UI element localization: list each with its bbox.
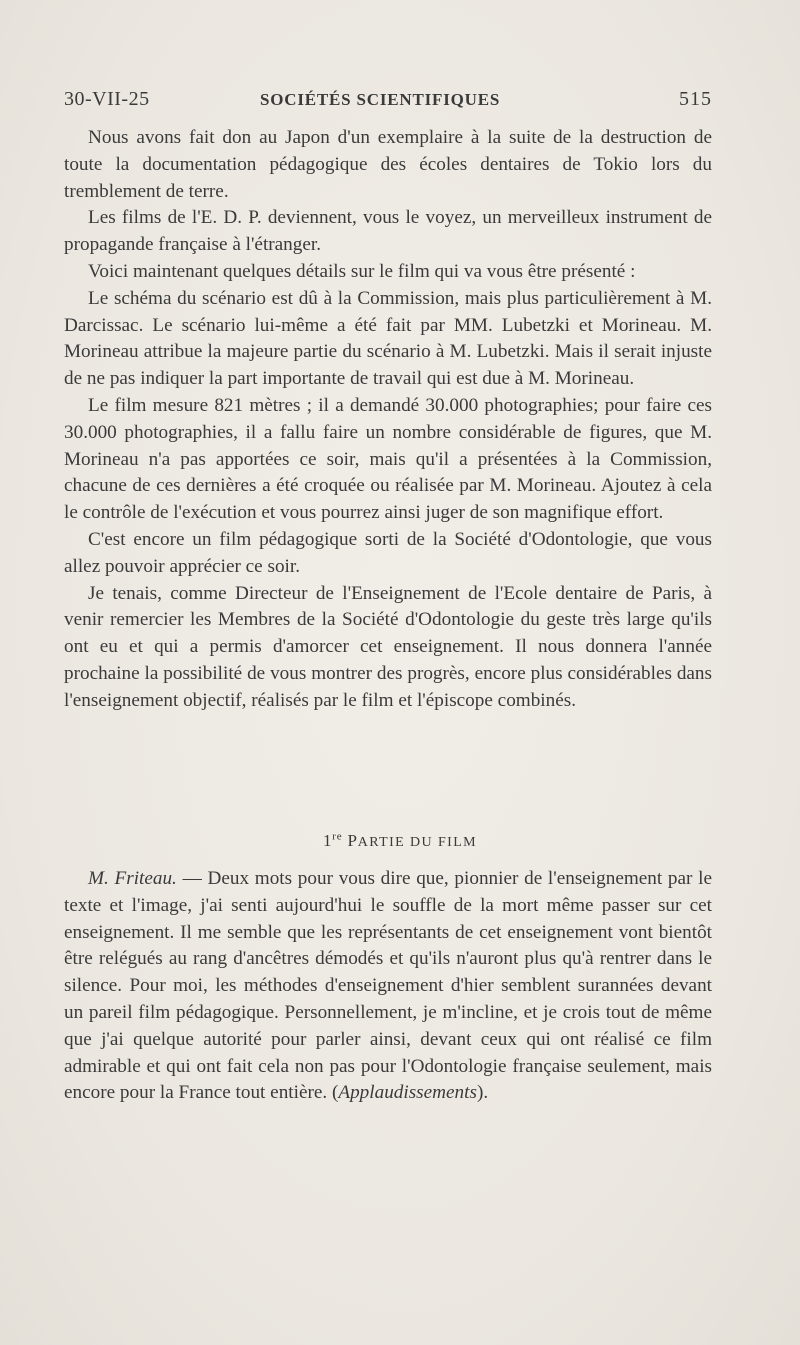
closing-punctuation: ).	[476, 1082, 489, 1104]
section-heading	[0, 831, 800, 851]
paragraph: Les films de l'E. D. P. deviennent, vous le voyez, un merveilleux instrument de propagande française à l'étranger.	[64, 207, 712, 256]
section-word-initial: P	[347, 831, 358, 850]
header-date: 30-VII-25	[64, 88, 150, 110]
section-number: 1	[322, 831, 333, 850]
paragraph: C'est encore un film pédagogique sorti de la Société d'Odontologie, que vous allez pouvoir apprécier ce soir.	[64, 528, 712, 577]
paragraph: Le schéma du scénario est dû à la Commission, mais plus particulièrement à M. Darcissac. Le scénario lui-même a été fait par MM. Lubetzki et Morineau. M. Morineau attribue la majeure partie du scénario à M. Lubetzki. Mais il serait injuste de ne pas indiquer la part importante de travail qui est due à M. Morineau.	[64, 287, 712, 390]
speech-text: — Deux mots pour vous dire que, pionnier de l'enseignement par le texte et l'image, j'ai senti aujourd'hui le souffle de la mort même passer sur cet enseignement. Il me semble que les représentants de cet enseignement vont bientôt être relégués au rang d'ancêtres démodés et qu'ils n'auront plus qu'à rentrer dans le silence. Pour moi, les méthodes d'enseignement d'hier semblent surannées devant un pareil film pédagogique. Personnellement, je m'incline, et je crois tout de même que j'ai quelque autorité pour parler ainsi, devant ceux qui ont réalisé ce film admirable et qui ont fait cela non pas pour l'Odontologie française seulement, mais encore pour la France tout entière. (	[64, 868, 712, 1104]
section-ordinal-suffix: re	[332, 830, 343, 843]
applause-note: Applaudissements	[338, 1082, 477, 1104]
running-title: SOCIÉTÉS SCIENTIFIQUES	[260, 90, 501, 109]
paragraph: Nous avons fait don au Japon d'un exemplaire à la suite de la destruction de toute la documentation pédagogique des écoles dentaires de Tokio lors du tremblement de terre.	[64, 127, 712, 202]
page-header	[64, 88, 712, 118]
body-text-part1	[64, 125, 712, 715]
speaker-name: M. Friteau.	[88, 868, 177, 889]
page-number: 515	[679, 88, 712, 110]
body-text-part2	[64, 866, 712, 1107]
paragraph: Voici maintenant quelques détails sur le film qui va vous être présenté :	[88, 260, 636, 282]
paragraph: Je tenais, comme Directeur de l'Enseignement de l'Ecole dentaire de Paris, à venir remercier les Membres de la Société d'Odontologie du geste très large qu'ils ont eu et qui a permis d'amorcer cet enseignement. Il nous donnera l'année prochaine la possibilité de vous montrer des progrès, encore plus considérables dans l'enseignement objectif, réalisés par le film et l'épiscope combinés.	[64, 582, 712, 711]
paragraph: Le film mesure 821 mètres ; il a demandé 30.000 photographies; pour faire ces 30.000 photographies, il a fallu faire un nombre considérable de figures, que M. Morineau n'a pas apportées ce soir, mais qu'il a présentées à la Commission, chacune de ces dernières a été croquée ou réalisée par M. Morineau. Ajoutez à cela le contrôle de l'exécution et vous pourrez ainsi juger de son magnifique effort.	[64, 394, 712, 524]
paragraph	[64, 866, 712, 1107]
section-word-rest: ARTIE DU FILM	[357, 835, 478, 850]
